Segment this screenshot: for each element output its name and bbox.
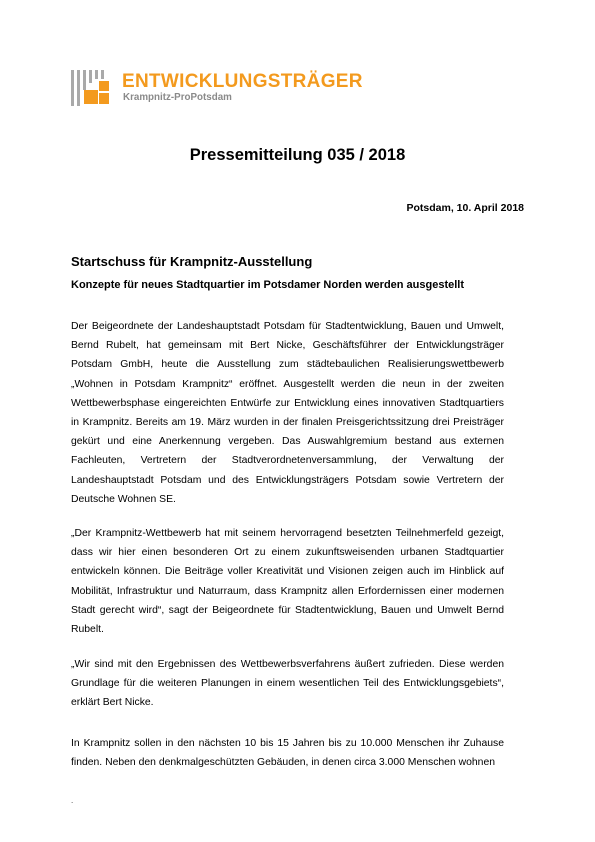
paragraph-2: „Der Krampnitz-Wettbewerb hat mit seinem hervorragend besetzten Teilnehmerfeld gezeigt, dass wir hier einen besonderen Ort zu einem zukunftsweisenden urbanen Stadtquartier entwickeln können. Die Beiträge voller Kreativität und Visionen zeigen auch im Hinblick auf Mobilität, Infrastruktur und Naturraum, dass Krampnitz allen Erfordernissen einer modernen Stadt gerecht wird“, sagt der Beigeordnete für Stadtentwicklung, Bauen und Umwelt Bernd Rubelt. [71, 528, 504, 636]
logo-name: ENTWICKLUNGSTRÄGER [122, 71, 363, 92]
logo-mark-icon [71, 70, 111, 106]
paragraph-3: „Wir sind mit den Ergebnissen des Wettbewerbsverfahrens äußert zufrieden. Diese werden Grundlage für die weiteren Planungen in einem wesentlichen Teil des Entwicklungsgebiets“, erklärt Bert Nicke. [71, 659, 504, 709]
paragraph-4: In Krampnitz sollen in den nächsten 10 bis 15 Jahren bis zu 10.000 Menschen ihr Zuhause finden. Neben den denkmalgeschützten Gebäuden, in denen circa 3.000 Menschen wohnen [71, 738, 504, 769]
press-release-title: Pressemitteilung 035 / 2018 [189, 146, 406, 164]
release-date: Potsdam, 10. April 2018 [406, 202, 524, 214]
paragraph-1: Der Beigeordnete der Landeshauptstadt Potsdam für Stadtentwicklung, Bauen und Umwelt, Bernd Rubelt, hat gemeinsam mit Bert Nicke, Geschäftsführer der Entwicklungsträger Potsdam GmbH, heute die Ausstellung zum städtebaulichen Realisierungswettbewerb „Wohnen in Potsdam Krampnitz“ eröffnet. Ausgestellt werden die neun in der zweiten Wettbewerbsphase eingereichten Entwürfe zur Entwicklung eines innovativen Stadtquartiers in Krampnitz. Bereits am 19. März wurden in der finalen Preisgerichtssitzung drei Preisträger gekürt und eine Anerkennung vergeben. Das Auswahlgremium bestand aus externen Fachleuten, Vertretern der Stadtverordnetenversammlung, der Verwaltung der Landeshauptstadt Potsdam und des Entwicklungsträgers Potsdam sowie Vertretern der Deutsche Wohnen SE. [71, 321, 504, 505]
logo-subtitle: Krampnitz-ProPotsdam [123, 92, 232, 103]
page-footer-mark: . [71, 796, 74, 805]
headline: Startschuss für Krampnitz-Ausstellung [71, 254, 313, 269]
subheadline: Konzepte für neues Stadtquartier im Potsdamer Norden werden ausgestellt [71, 279, 465, 291]
logo [71, 70, 391, 110]
